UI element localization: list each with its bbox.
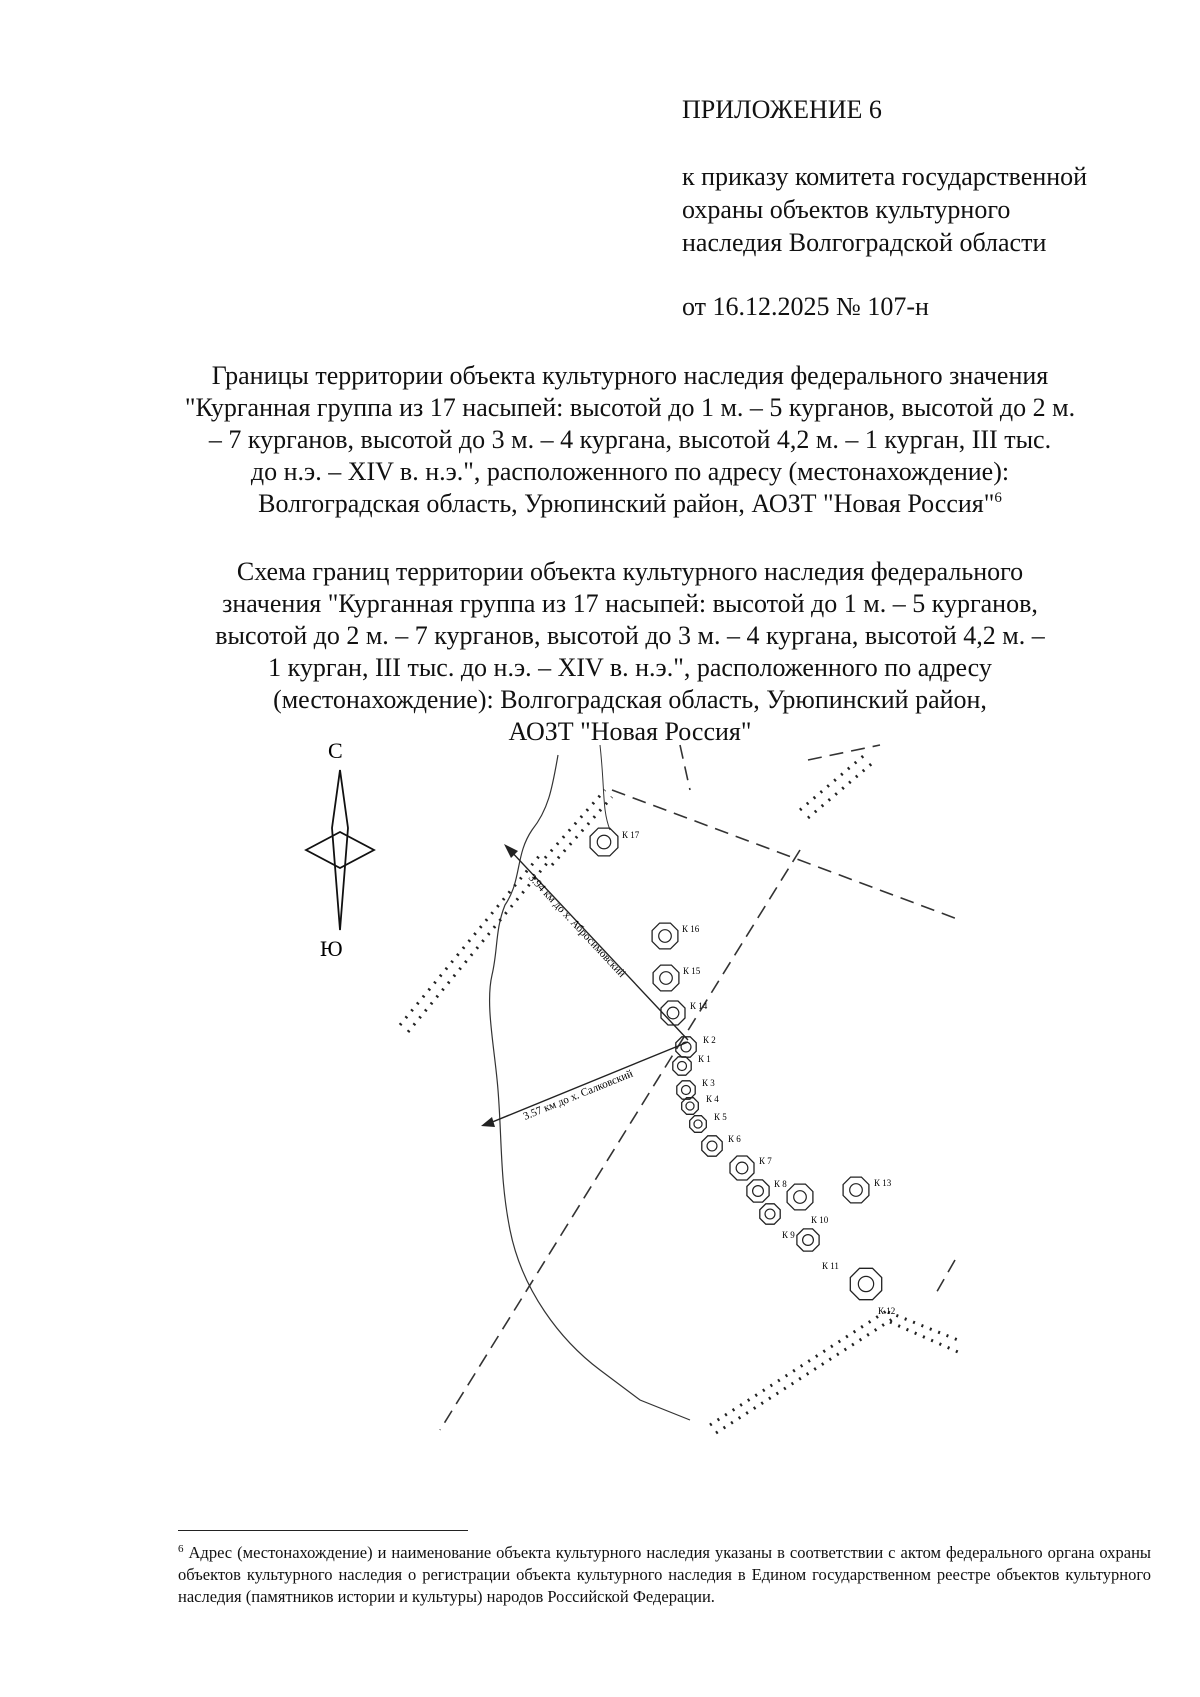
mound-center xyxy=(858,1276,873,1291)
mound-label: К 1 xyxy=(698,1054,711,1064)
dotted-road-line xyxy=(716,1318,894,1433)
mound-outline xyxy=(590,828,618,856)
scheme-line: АОЗТ "Новая Россия" xyxy=(508,717,752,746)
compass-north-label: С xyxy=(328,738,343,763)
mound-center xyxy=(850,1184,863,1197)
scheme-line: (местонахождение): Волгоградская область, Урюпинский район, xyxy=(273,685,987,714)
order-line: к приказу комитета государственной xyxy=(682,162,1088,191)
title-line: до н.э. – XIV в. н.э.", расположенного по адресу (местонахождение): xyxy=(250,457,1010,486)
mound-outline xyxy=(747,1180,769,1202)
mound-label: К 14 xyxy=(690,1001,708,1011)
mound-center xyxy=(736,1162,748,1174)
mound-center xyxy=(803,1235,814,1246)
mound-center xyxy=(667,1007,679,1019)
mound-outline xyxy=(661,1001,685,1025)
dotted-road-line xyxy=(400,855,540,1025)
order-line: наследия Волгоградской области xyxy=(682,228,1047,257)
mound-center xyxy=(682,1086,691,1095)
dotted-road-line xyxy=(710,1310,888,1425)
mound-marker xyxy=(702,1134,741,1156)
mound-marker xyxy=(673,1054,711,1075)
mound-center xyxy=(686,1102,694,1110)
mound-label: К 5 xyxy=(714,1112,727,1122)
order-date: от 16.12.2025 № 107-н xyxy=(682,292,929,321)
mound-outline xyxy=(682,1098,699,1115)
compass-south-label: Ю xyxy=(320,936,343,961)
mound-outline xyxy=(676,1037,696,1057)
mound-marker xyxy=(652,923,700,949)
title-line-text: Волгоградская область, Урюпинский район, АОЗТ "Новая Россия" xyxy=(258,489,995,518)
mound-outline xyxy=(677,1081,695,1099)
mound-outline xyxy=(760,1204,780,1224)
scheme-line: Схема границ территории объекта культурного наследия федерального xyxy=(236,557,1024,586)
mound-marker xyxy=(653,965,701,991)
mound-outline xyxy=(843,1177,869,1203)
mound-label: К 6 xyxy=(728,1134,741,1144)
compass-rose xyxy=(306,738,374,961)
mound-label: К 15 xyxy=(683,966,701,976)
mound-marker xyxy=(787,1184,829,1225)
mound-marker xyxy=(747,1179,787,1202)
order-line: охраны объектов культурного xyxy=(682,195,1011,224)
mound-label: К 11 xyxy=(822,1261,839,1271)
footnote-mark: 6 xyxy=(178,1543,184,1555)
mound-outline xyxy=(850,1268,881,1299)
appendix-number: ПРИЛОЖЕНИЕ 6 xyxy=(682,95,882,124)
mound-label: К 17 xyxy=(622,830,640,840)
mound-label: К 10 xyxy=(811,1215,829,1225)
mound-outline xyxy=(652,923,678,949)
distance-label-salkovsky: 3.57 км до х. Салковский xyxy=(521,1067,635,1123)
mound-marker xyxy=(690,1112,728,1132)
mound-marker xyxy=(730,1156,772,1180)
mound-center xyxy=(659,930,672,943)
dashed-boundary-line xyxy=(612,790,960,920)
mound-center xyxy=(660,972,673,985)
mound-label: К 12 xyxy=(878,1306,896,1316)
mound-outline xyxy=(702,1136,722,1156)
mound-outline xyxy=(730,1156,754,1180)
mound-label: К 4 xyxy=(706,1094,719,1104)
mound-center xyxy=(765,1209,775,1219)
scheme-line: высотой до 2 м. – 7 курганов, высотой до 3 м. – 4 кургана, высотой 4,2 м. – xyxy=(215,621,1045,650)
dotted-road-line xyxy=(808,760,876,818)
title-line: – 7 курганов, высотой до 3 м. – 4 кургана, высотой 4,2 м. – 1 курган, III тыс. xyxy=(208,425,1052,454)
mound-center xyxy=(753,1186,764,1197)
mound-center xyxy=(794,1191,807,1204)
mound-label: К 16 xyxy=(682,924,700,934)
mound-label: К 9 xyxy=(782,1230,795,1240)
title-line: Границы территории объекта культурного наследия федерального значения xyxy=(211,361,1049,390)
dotted-road-line xyxy=(545,790,605,858)
mound-marker xyxy=(590,828,640,856)
footnote-reference: 6 xyxy=(994,490,1002,506)
mound-outline xyxy=(797,1229,819,1251)
mound-marker xyxy=(661,1001,708,1025)
footnote-divider xyxy=(178,1530,468,1531)
distance-label-abrosimovsky: 3.94 км до х. Абросимовский xyxy=(525,871,628,980)
dashed-boundary-line xyxy=(935,1260,955,1295)
footnote xyxy=(178,1538,1151,1608)
mound-center xyxy=(597,835,611,849)
mound-marker xyxy=(850,1268,895,1316)
dotted-road-line xyxy=(552,797,612,865)
mound-marker xyxy=(843,1177,892,1203)
mound-label: К 8 xyxy=(774,1179,787,1189)
dashed-boundary-line xyxy=(440,850,800,1430)
mound-label: К 3 xyxy=(702,1078,715,1088)
mound-label: К 13 xyxy=(874,1178,892,1188)
mound-outline xyxy=(653,965,679,991)
mound-outline xyxy=(690,1116,707,1133)
scheme-line: значения "Курганная группа из 17 насыпей: высотой до 1 м. – 5 курганов, xyxy=(222,589,1038,618)
mound-outline xyxy=(673,1057,691,1075)
dashed-boundary-line xyxy=(808,745,880,760)
mound-marker xyxy=(797,1229,839,1271)
mound-outline xyxy=(787,1184,813,1210)
river-line xyxy=(600,745,610,830)
mound-center xyxy=(707,1141,717,1151)
dotted-road-line xyxy=(800,752,868,810)
distance-arrow xyxy=(481,1042,688,1127)
mound-marker xyxy=(760,1204,795,1240)
mound-label: К 2 xyxy=(703,1035,716,1045)
dotted-road-line xyxy=(408,862,548,1032)
footnote-text: Адрес (местонахождение) и наименование объекта культурного наследия указаны в соответствии с актом федерального органа охраны объектов культурного наследия о регистрации объекта культурного наследия в Едином государственном реестре объектов культурного наследия (памятников истории и культуры) народов Российской Федерации. xyxy=(178,1543,1152,1606)
mounds-layer xyxy=(590,828,895,1316)
scheme-line: 1 курган, III тыс. до н.э. – XIV в. н.э.", расположенного по адресу xyxy=(268,653,992,682)
dashed-boundary-line xyxy=(680,745,690,790)
title-line: "Курганная группа из 17 насыпей: высотой до 1 м. – 5 курганов, высотой до 2 м. xyxy=(184,393,1076,422)
mound-label: К 7 xyxy=(759,1156,772,1166)
mound-center xyxy=(694,1120,702,1128)
mound-center xyxy=(678,1062,687,1071)
